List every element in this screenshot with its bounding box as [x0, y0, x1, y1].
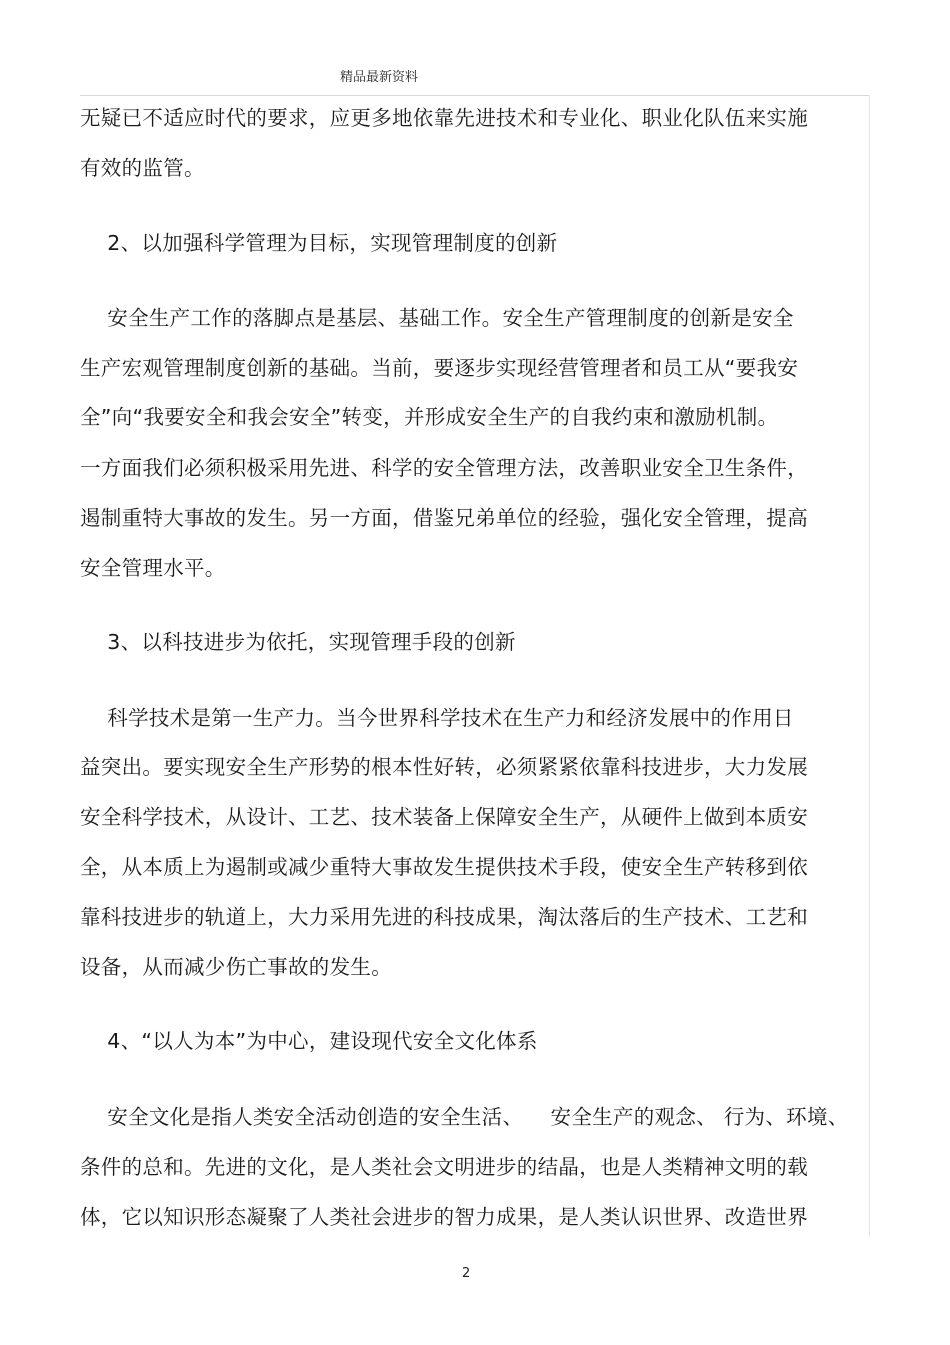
page-header: 精品最新资料: [340, 70, 419, 85]
body-line: 益突出。要实现安全生产形势的根本性好转，必须紧紧依靠科技进步，大力发展: [80, 755, 808, 779]
section-heading-2: 2、以加强科学管理为目标，实现管理制度的创新: [80, 231, 558, 255]
body-line: 无疑已不适应时代的要求，应更多地依靠先进技术和专业化、职业化队伍来实施: [80, 106, 808, 130]
body-line: 科学技术是第一生产力。当今世界科学技术在生产力和经济发展中的作用日: [80, 706, 794, 730]
body-line: 条件的总和。先进的文化，是人类社会文明进步的结晶，也是人类精神文明的载: [80, 1155, 808, 1179]
right-margin-rule: [869, 95, 870, 1237]
page-number: 2: [462, 1266, 471, 1281]
body-line: 安全生产工作的落脚点是基层、基础工作。安全生产管理制度的创新是安全: [80, 306, 794, 330]
body-line: 生产宏观管理制度创新的基础。当前，要逐步实现经营管理者和员工从“要我安: [80, 356, 799, 380]
body-line: 体，它以知识形态凝聚了人类社会进步的智力成果，是人类认识世界、改造世界: [80, 1205, 808, 1229]
body-line: 全”向“我要安全和我会安全”转变，并形成安全生产的自我约束和激励机制。: [80, 405, 779, 429]
section-heading-3: 3、以科技进步为依托，实现管理手段的创新: [80, 630, 516, 654]
body-line: 全，从本质上为遏制或减少重特大事故发生提供技术手段，使安全生产转移到依: [80, 855, 808, 879]
body-line: 遏制重特大事故的发生。另一方面，借鉴兄弟单位的经验，强化安全管理，提高: [80, 506, 808, 530]
body-line: 有效的监管。: [80, 156, 205, 180]
body-line: 靠科技进步的轨道上，大力采用先进的科技成果，淘汰落后的生产技术、工艺和: [80, 905, 808, 929]
header-divider: [80, 95, 870, 96]
body-line: 安全文化是指人类安全活动创造的安全生活、 安全生产的观念、 行为、环境、: [80, 1105, 849, 1129]
body-line: 设备，从而减少伤亡事故的发生。: [80, 955, 392, 979]
body-line: 安全管理水平。: [80, 556, 226, 580]
body-line: 一方面我们必须积极采用先进、科学的安全管理方法，改善职业安全卫生条件，: [80, 456, 808, 480]
section-heading-4: 4、“以人为本”为中心，建设现代安全文化体系: [80, 1029, 538, 1053]
body-line: 安全科学技术，从设计、工艺、技术装备上保障安全生产，从硬件上做到本质安: [80, 805, 808, 829]
